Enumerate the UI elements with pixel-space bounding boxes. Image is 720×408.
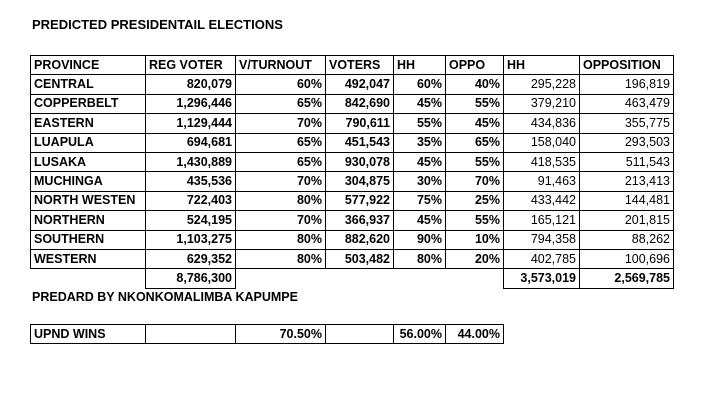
- cell-opposition-votes: 144,481: [580, 191, 674, 210]
- cell-reg-voter: 629,352: [146, 249, 236, 268]
- cell-voters: 842,690: [326, 94, 394, 113]
- cell-province: NORTHERN: [31, 211, 146, 230]
- summary-hh: 56.00%: [394, 325, 446, 344]
- cell-turnout: 65%: [236, 94, 326, 113]
- cell-province: LUSAKA: [31, 152, 146, 171]
- totals-row: [31, 269, 674, 288]
- cell-hh-votes: 295,228: [504, 75, 580, 94]
- cell-turnout: 65%: [236, 133, 326, 152]
- totals-empty-cell: [236, 269, 504, 288]
- table-row: [31, 230, 674, 249]
- table-row: [31, 249, 674, 268]
- cell-voters: 930,078: [326, 152, 394, 171]
- cell-oppo-pct: 45%: [446, 114, 504, 133]
- summary-table: [30, 324, 504, 344]
- cell-hh-pct: 80%: [394, 249, 446, 268]
- cell-hh-votes: 402,785: [504, 249, 580, 268]
- header-hh-votes: HH: [504, 56, 580, 75]
- cell-voters: 503,482: [326, 249, 394, 268]
- cell-province: WESTERN: [31, 249, 146, 268]
- cell-opposition-votes: 355,775: [580, 114, 674, 133]
- cell-hh-pct: 30%: [394, 172, 446, 191]
- cell-hh-votes: 418,535: [504, 152, 580, 171]
- cell-turnout: 65%: [236, 152, 326, 171]
- cell-oppo-pct: 40%: [446, 75, 504, 94]
- table-row: [31, 191, 674, 210]
- cell-voters: 492,047: [326, 75, 394, 94]
- table-row: [31, 152, 674, 171]
- cell-turnout: 70%: [236, 172, 326, 191]
- table-row: [31, 211, 674, 230]
- total-hh: 3,573,019: [504, 269, 580, 288]
- cell-reg-voter: 722,403: [146, 191, 236, 210]
- cell-voters: 366,937: [326, 211, 394, 230]
- cell-hh-pct: 60%: [394, 75, 446, 94]
- cell-province: SOUTHERN: [31, 230, 146, 249]
- cell-reg-voter: 524,195: [146, 211, 236, 230]
- cell-voters: 451,543: [326, 133, 394, 152]
- cell-oppo-pct: 20%: [446, 249, 504, 268]
- cell-oppo-pct: 55%: [446, 152, 504, 171]
- header-voters: VOTERS: [326, 56, 394, 75]
- header-opposition-votes: OPPOSITION: [580, 56, 674, 75]
- cell-hh-pct: 35%: [394, 133, 446, 152]
- cell-voters: 577,922: [326, 191, 394, 210]
- cell-turnout: 80%: [236, 249, 326, 268]
- cell-hh-votes: 794,358: [504, 230, 580, 249]
- cell-opposition-votes: 201,815: [580, 211, 674, 230]
- summary-label: UPND WINS: [31, 325, 146, 344]
- cell-opposition-votes: 463,479: [580, 94, 674, 113]
- cell-hh-votes: 434,836: [504, 114, 580, 133]
- summary-oppo: 44.00%: [446, 325, 504, 344]
- header-province: PROVINCE: [31, 56, 146, 75]
- header-hh-pct: HH: [394, 56, 446, 75]
- cell-hh-pct: 45%: [394, 152, 446, 171]
- total-reg-voter: 8,786,300: [146, 269, 236, 288]
- cell-opposition-votes: 100,696: [580, 249, 674, 268]
- cell-reg-voter: 1,296,446: [146, 94, 236, 113]
- cell-province: EASTERN: [31, 114, 146, 133]
- cell-oppo-pct: 65%: [446, 133, 504, 152]
- cell-voters: 882,620: [326, 230, 394, 249]
- cell-province: NORTH WESTEN: [31, 191, 146, 210]
- cell-hh-pct: 90%: [394, 230, 446, 249]
- total-opposition: 2,569,785: [580, 269, 674, 288]
- cell-opposition-votes: 213,413: [580, 172, 674, 191]
- cell-reg-voter: 1,430,889: [146, 152, 236, 171]
- cell-oppo-pct: 10%: [446, 230, 504, 249]
- summary-empty-cell: [326, 325, 394, 344]
- prepared-by: PREDARD BY NKONKOMALIMBA KAPUMPE: [32, 290, 298, 304]
- cell-turnout: 80%: [236, 191, 326, 210]
- cell-turnout: 60%: [236, 75, 326, 94]
- header-row: [31, 56, 674, 75]
- cell-reg-voter: 1,103,275: [146, 230, 236, 249]
- cell-hh-votes: 165,121: [504, 211, 580, 230]
- cell-turnout: 70%: [236, 114, 326, 133]
- cell-hh-votes: 379,210: [504, 94, 580, 113]
- cell-province: MUCHINGA: [31, 172, 146, 191]
- cell-opposition-votes: 511,543: [580, 152, 674, 171]
- cell-opposition-votes: 196,819: [580, 75, 674, 94]
- cell-reg-voter: 435,536: [146, 172, 236, 191]
- summary-turnout: 70.50%: [236, 325, 326, 344]
- cell-hh-votes: 91,463: [504, 172, 580, 191]
- header-turnout: V/TURNOUT: [236, 56, 326, 75]
- table-row: [31, 94, 674, 113]
- summary-row: [31, 325, 504, 344]
- header-oppo-pct: OPPO: [446, 56, 504, 75]
- header-reg-voter: REG VOTER: [146, 56, 236, 75]
- totals-empty-cell: [31, 269, 146, 288]
- cell-province: COPPERBELT: [31, 94, 146, 113]
- cell-oppo-pct: 55%: [446, 94, 504, 113]
- table-row: [31, 75, 674, 94]
- cell-hh-pct: 75%: [394, 191, 446, 210]
- table-row: [31, 172, 674, 191]
- results-table: [30, 55, 674, 289]
- cell-voters: 304,875: [326, 172, 394, 191]
- table-row: [31, 133, 674, 152]
- cell-hh-pct: 55%: [394, 114, 446, 133]
- cell-hh-votes: 433,442: [504, 191, 580, 210]
- summary-empty-cell: [146, 325, 236, 344]
- cell-province: CENTRAL: [31, 75, 146, 94]
- cell-oppo-pct: 70%: [446, 172, 504, 191]
- cell-reg-voter: 820,079: [146, 75, 236, 94]
- cell-turnout: 70%: [236, 211, 326, 230]
- cell-hh-pct: 45%: [394, 211, 446, 230]
- cell-turnout: 80%: [236, 230, 326, 249]
- cell-hh-pct: 45%: [394, 94, 446, 113]
- cell-oppo-pct: 55%: [446, 211, 504, 230]
- page-title: PREDICTED PRESIDENTAIL ELECTIONS: [32, 17, 283, 32]
- cell-opposition-votes: 88,262: [580, 230, 674, 249]
- cell-opposition-votes: 293,503: [580, 133, 674, 152]
- cell-hh-votes: 158,040: [504, 133, 580, 152]
- cell-reg-voter: 694,681: [146, 133, 236, 152]
- cell-province: LUAPULA: [31, 133, 146, 152]
- cell-oppo-pct: 25%: [446, 191, 504, 210]
- cell-voters: 790,611: [326, 114, 394, 133]
- cell-reg-voter: 1,129,444: [146, 114, 236, 133]
- table-row: [31, 114, 674, 133]
